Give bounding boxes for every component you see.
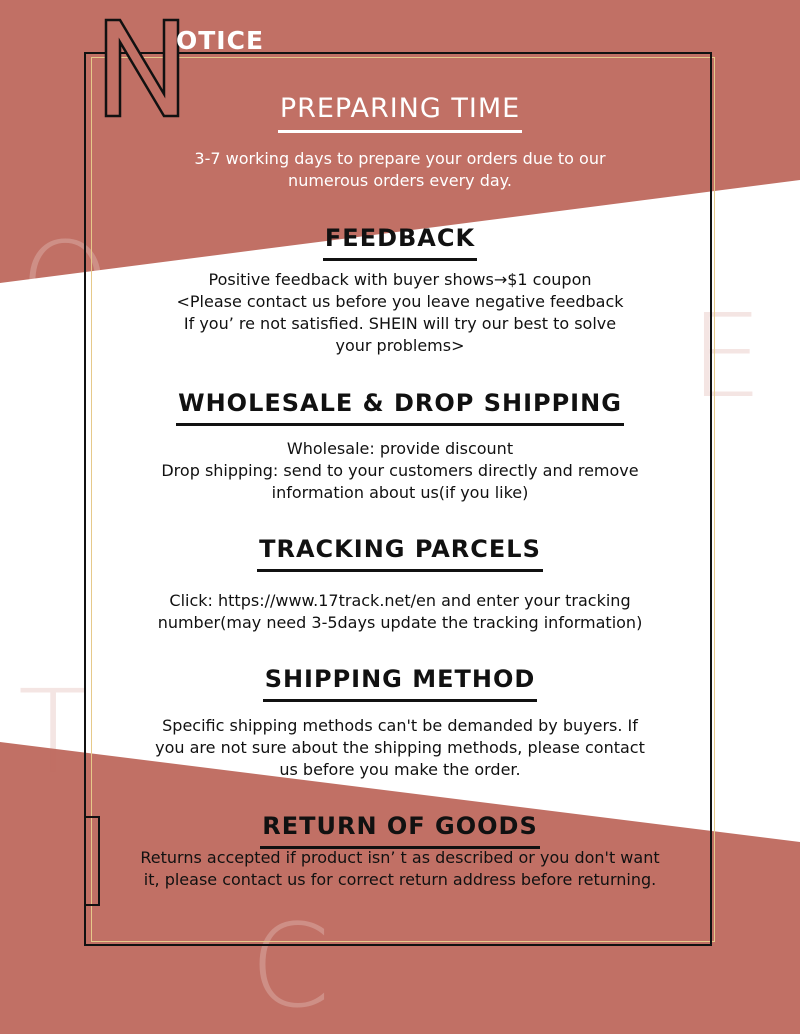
section-title-return-of-goods: RETURN OF GOODS <box>0 812 800 849</box>
body-line: Drop shipping: send to your customers directly and remove <box>161 461 639 480</box>
section-title-shipping-method: SHIPPING METHOD <box>0 665 800 702</box>
body-line: information about us(if you like) <box>271 483 529 502</box>
body-line: your problems> <box>335 336 465 355</box>
body-line: it, please contact us for correct return address before returning. <box>143 870 657 889</box>
section-title-feedback: FEEDBACK <box>0 224 800 261</box>
section-body-preparing-time <box>130 148 670 192</box>
section-body-wholesale <box>130 438 670 504</box>
section-title-wholesale: WHOLESALE & DROP SHIPPING <box>0 389 800 426</box>
body-line: If you’ re not satisfied. SHEIN will try our best to solve <box>183 314 617 333</box>
body-line: 3-7 working days to prepare your orders due to our <box>194 149 606 168</box>
body-line: us before you make the order. <box>279 760 521 779</box>
ghost-letter-c: C <box>250 900 331 1034</box>
body-line: number(may need 3-5days update the tracking information) <box>157 613 643 632</box>
section-body-shipping-method <box>130 715 670 781</box>
section-body-return-of-goods <box>130 847 670 891</box>
body-line: Specific shipping methods can't be demanded by buyers. If <box>162 716 638 735</box>
body-line: <Please contact us before you leave negative feedback <box>176 292 624 311</box>
body-line: numerous orders every day. <box>288 171 512 190</box>
section-title-tracking-parcels: TRACKING PARCELS <box>0 535 800 572</box>
section-body-feedback <box>130 269 670 357</box>
section-body-tracking-parcels <box>130 590 670 634</box>
body-line: Wholesale: provide discount <box>286 439 514 458</box>
section-title-preparing-time: PREPARING TIME <box>0 93 800 133</box>
body-line: Returns accepted if product isn’ t as described or you don't want <box>140 848 660 867</box>
ghost-letter-o: O <box>20 218 111 352</box>
ghost-letter-e: E <box>690 290 763 424</box>
body-line: Click: https://www.17track.net/en and enter your tracking <box>169 591 631 610</box>
notice-title: OTICE <box>176 26 265 55</box>
body-line: Positive feedback with buyer shows→$1 coupon <box>208 270 592 289</box>
body-line: you are not sure about the shipping methods, please contact <box>155 738 645 757</box>
ghost-letter-t: T <box>18 666 89 800</box>
